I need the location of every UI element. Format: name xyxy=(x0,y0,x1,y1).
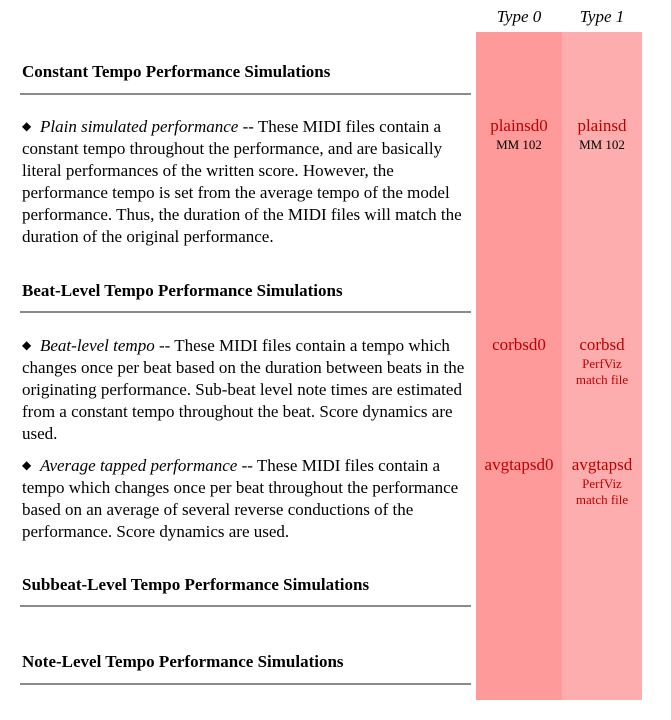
item-description: These MIDI files contain a tempo which changes once per beat throughout the performance based on an average of several reverse conductions of the performance. Score dynamics are used. xyxy=(22,456,459,541)
plain-type0-cell xyxy=(476,115,562,153)
list-item-avg-tapped xyxy=(22,454,474,543)
corbsd-link[interactable]: corbsd xyxy=(579,335,625,354)
avgtapsd0-link[interactable]: avgtapsd0 xyxy=(484,455,554,474)
section-title-note: Note-Level Tempo Performance Simulations xyxy=(22,652,344,671)
match-file-link[interactable]: match file xyxy=(575,372,629,387)
type0-header: Type 0 xyxy=(496,7,542,26)
section-title-constant: Constant Tempo Performance Simulations xyxy=(22,62,331,81)
item-name: Plain simulated performance xyxy=(40,117,239,136)
beat-type1-cell xyxy=(562,334,642,388)
plainsd-link[interactable]: plainsd xyxy=(577,116,627,135)
bullet-icon: ◆ xyxy=(22,458,32,472)
beat-type0-cell xyxy=(476,334,562,356)
avgtap-type0-cell xyxy=(476,454,562,476)
item-description: These MIDI files contain a constant tempo throughout the performance, and are basically literal performances of the written score. However, the performance tempo is set from the average tempo of the model performance. Thus, the duration of the MIDI files will match the duration of the original performance. xyxy=(22,117,462,246)
section-divider xyxy=(20,93,471,95)
type1-header: Type 1 xyxy=(579,7,625,26)
tempo-label: MM 102 xyxy=(579,137,625,152)
section-divider xyxy=(20,605,471,607)
tempo-label: MM 102 xyxy=(496,137,542,152)
section-divider xyxy=(20,683,471,685)
item-description: These MIDI files contain a tempo which changes once per beat based on the duration between beats in the originating performance. Sub-beat level note times are estimated from a constant tempo throughout the beat. Score dynamics are used. xyxy=(22,336,465,443)
item-name: Average tapped performance xyxy=(40,456,238,475)
section-title-beat: Beat-Level Tempo Performance Simulations xyxy=(22,281,343,300)
match-file-link[interactable]: match file xyxy=(575,492,629,507)
section-title-subbeat: Subbeat-Level Tempo Performance Simulations xyxy=(22,575,370,594)
bullet-icon: ◆ xyxy=(22,338,32,352)
bullet-icon: ◆ xyxy=(22,119,32,133)
perfviz-link[interactable]: PerfViz xyxy=(582,356,622,371)
item-separator: -- xyxy=(238,117,258,136)
item-separator: -- xyxy=(154,336,175,355)
plainsd0-link[interactable]: plainsd0 xyxy=(490,116,548,135)
section-divider xyxy=(20,311,471,313)
perfviz-link[interactable]: PerfViz xyxy=(582,476,622,491)
item-name: Beat-level tempo xyxy=(40,336,155,355)
corbsd0-link[interactable]: corbsd0 xyxy=(492,335,546,354)
list-item-plain xyxy=(22,115,474,248)
plain-type1-cell xyxy=(562,115,642,153)
avgtap-type1-cell xyxy=(562,454,642,508)
list-item-beat-level xyxy=(22,334,474,445)
item-separator: -- xyxy=(237,456,257,475)
avgtapsd-link[interactable]: avgtapsd xyxy=(571,455,633,474)
